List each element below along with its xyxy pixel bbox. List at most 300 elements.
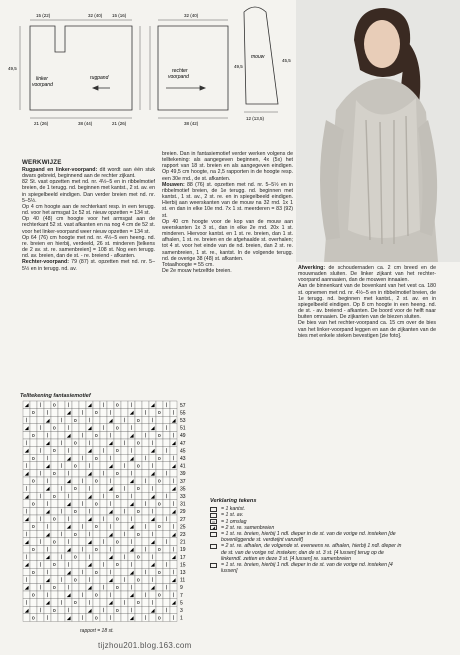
chart-symbol: o	[157, 524, 161, 531]
chart-cell	[30, 439, 37, 447]
chart-symbol: o	[136, 440, 140, 447]
chart-cell	[135, 591, 142, 599]
chart-cell	[23, 568, 30, 576]
chart-symbol: o	[94, 592, 98, 599]
chart-cell	[93, 447, 100, 455]
back-height-label: 49,5	[8, 66, 17, 71]
chart-cell	[163, 409, 170, 417]
chart-symbol: ◢	[66, 569, 71, 576]
chart-cell	[128, 416, 135, 424]
chart-symbol: ◢	[171, 531, 176, 538]
chart-cell	[142, 401, 149, 409]
paragraph-text: De bies van het rechter-voorpand ca. 15 cm over de bies van het linker-voorpand leggen en aan de zijkanten van de bies met enkele steken bevestigen [zie foto].	[298, 320, 436, 339]
chart-cell	[163, 454, 170, 462]
chart-cell	[107, 561, 114, 569]
chart-row-label: 57	[180, 402, 186, 409]
chart-cell	[93, 530, 100, 538]
legend-item	[210, 562, 405, 574]
paragraph-text: dit wordt aan één stuk dwars gebreid, beginnend aan de rechter zijkant.	[22, 167, 155, 180]
chart-cell	[100, 553, 107, 561]
chart-cell	[114, 462, 121, 470]
chart-cell	[107, 515, 114, 523]
chart-cell	[86, 500, 93, 508]
col2-paragraph	[162, 151, 293, 182]
chart-symbol: ◢	[171, 417, 176, 424]
chart-cell	[93, 583, 100, 591]
chart-cell	[23, 431, 30, 439]
chart-cell	[163, 485, 170, 493]
chart-cell	[128, 485, 135, 493]
col1-paragraph	[22, 235, 155, 260]
chart-symbol: ◢	[24, 448, 29, 455]
chart-cell	[58, 591, 65, 599]
chart-cell	[163, 553, 170, 561]
chart-cell	[163, 568, 170, 576]
chart-cell	[142, 469, 149, 477]
chart-cell	[37, 599, 44, 607]
chart-cell	[44, 606, 51, 614]
chart-cell	[93, 576, 100, 584]
chart-symbol: ◢	[87, 585, 92, 591]
chart-symbol: o	[94, 501, 98, 508]
chart-cell	[121, 606, 128, 614]
chart-cell	[23, 591, 30, 599]
chart-cell	[156, 416, 163, 424]
chart-cell	[121, 583, 128, 591]
back-top-label-1: 15 (22)	[36, 13, 51, 18]
chart-cell	[72, 500, 79, 508]
chart-symbol: ◢	[150, 516, 155, 523]
chart-cell	[93, 469, 100, 477]
chart-cell	[51, 462, 58, 470]
chart-symbol: o	[115, 493, 119, 500]
chart-cell	[72, 477, 79, 485]
chart-cell	[51, 454, 58, 462]
chart-row-label: 15	[180, 562, 186, 569]
chart-symbol: ◢	[45, 509, 50, 515]
paragraph-text: De 2e mouw hetzelfde breien.	[162, 267, 232, 274]
paragraph-lead: Afwerking:	[298, 265, 326, 271]
chart-cell	[58, 561, 65, 569]
legend-text: = 1 kantst.	[221, 506, 246, 513]
chart-cell	[65, 439, 72, 447]
chart-cell	[128, 576, 135, 584]
chart-cell	[93, 507, 100, 515]
chart-cell	[149, 614, 156, 622]
chart-row-label: 39	[180, 471, 186, 478]
chart-cell	[121, 500, 128, 508]
chart-symbol: ◢	[129, 569, 134, 576]
chart-symbol: o	[73, 531, 77, 538]
chart-symbol: ◢	[87, 562, 92, 569]
chart-cell	[79, 447, 86, 455]
col2-paragraph	[162, 268, 293, 274]
chart-row-label: 41	[180, 463, 186, 470]
chart-symbol: ◢	[108, 531, 113, 538]
text-column-1	[22, 167, 155, 272]
chart-cell	[30, 530, 37, 538]
chart-symbol: ◢	[150, 585, 155, 591]
chart-row-label: 1	[180, 615, 183, 622]
chart-symbol: ◢	[66, 592, 71, 599]
chart-title: Telltekening fantasiemotief	[20, 393, 91, 399]
chart-row-label: 43	[180, 456, 186, 462]
chart-cell	[65, 416, 72, 424]
chart-symbol: o	[31, 410, 35, 417]
chart-row-label: 37	[180, 478, 186, 485]
chart-cell	[156, 561, 163, 569]
chart-cell	[107, 401, 114, 409]
chart-cell	[156, 576, 163, 584]
front-label	[168, 68, 189, 80]
chart-cell	[156, 583, 163, 591]
chart-cell	[142, 492, 149, 500]
chart-cell	[163, 416, 170, 424]
chart-cell	[86, 477, 93, 485]
paragraph-lead: Mouwen:	[162, 181, 185, 188]
chart-cell	[142, 583, 149, 591]
chart-cell	[37, 568, 44, 576]
chart-symbol: o	[52, 562, 56, 569]
chart-row-label: 53	[180, 418, 186, 424]
chart-cell	[142, 561, 149, 569]
chart-cell	[135, 477, 142, 485]
chart-cell	[30, 507, 37, 515]
chart-cell	[114, 507, 121, 515]
chart-cell	[121, 431, 128, 439]
front-label-2: voorpand	[168, 74, 189, 80]
chart-cell	[149, 591, 156, 599]
chart-cell	[30, 561, 37, 569]
paragraph-lead: Rugpand en linker-voorpand:	[22, 167, 98, 173]
chart-symbol: o	[115, 471, 119, 477]
chart-cell	[93, 606, 100, 614]
schematic-diagrams	[0, 0, 295, 150]
chart-cell	[37, 545, 44, 553]
text-column-3	[298, 265, 436, 339]
chart-cell	[142, 576, 149, 584]
chart-cell	[128, 439, 135, 447]
chart-symbol: ◢	[66, 455, 71, 462]
chart-symbol: o	[52, 539, 56, 546]
legend-symbol-icon	[210, 563, 217, 568]
chart-row-label: 27	[180, 516, 186, 523]
chart-cell	[51, 599, 58, 607]
chart-cell	[121, 545, 128, 553]
chart-symbol: ◢	[87, 402, 92, 409]
chart-cell	[72, 545, 79, 553]
chart-cell	[121, 469, 128, 477]
chart-cell	[135, 401, 142, 409]
legend-text: = 1 st. re. breien, hierbij 1 ndl. dieper in de st. van de vorige nd. insteken [de bovenliggende st. verdwijnt vanzelf]	[221, 531, 396, 544]
chart-cell	[121, 401, 128, 409]
chart-cell	[72, 447, 79, 455]
chart-cell	[23, 477, 30, 485]
chart-symbol: ◢	[150, 607, 155, 614]
chart-cell	[100, 500, 107, 508]
chart-cell	[37, 439, 44, 447]
chart-cell	[114, 599, 121, 607]
back-label-right: rugpand	[90, 75, 109, 81]
legend-heading: Verklaring tekens	[210, 498, 257, 504]
col1-paragraph	[22, 179, 155, 204]
back-label-left	[32, 76, 53, 88]
chart-cell	[163, 500, 170, 508]
chart-symbol: ◢	[66, 501, 71, 508]
chart-cell	[37, 614, 44, 622]
chart-symbol: ◢	[66, 433, 71, 439]
chart-row-label: 29	[180, 509, 186, 516]
chart-symbol: ◢	[45, 531, 50, 538]
chart-cell	[72, 401, 79, 409]
paragraph-text: 82 St. vast opzetten met nd. nr. 4½–5 en in ribbelmotief breien, de 1 terugg. nd. beginnen met kantst., 2 st. av. en in spiegelbeeld eindigen. Dan verder breien met nd. nr. 5–5½.	[22, 179, 155, 204]
chart-cell	[44, 424, 51, 432]
chart-symbol: o	[136, 463, 140, 470]
chart-cell	[51, 439, 58, 447]
chart-cell	[37, 485, 44, 493]
chart-symbol: ◢	[129, 592, 134, 599]
chart-cell	[79, 515, 86, 523]
chart-cell	[100, 599, 107, 607]
chart-cell	[37, 462, 44, 470]
chart-cell	[100, 462, 107, 470]
chart-cell	[30, 492, 37, 500]
chart-cell	[149, 523, 156, 531]
chart-cell	[30, 447, 37, 455]
watermark: tijzhou201.blog.163.com	[98, 641, 192, 650]
chart-symbol: o	[115, 562, 119, 569]
chart-cell	[51, 477, 58, 485]
chart-cell	[100, 576, 107, 584]
chart-cell	[170, 561, 177, 569]
chart-symbol: o	[115, 516, 119, 523]
chart-cell	[100, 416, 107, 424]
col1-paragraph	[22, 216, 155, 234]
chart-cell	[135, 523, 142, 531]
chart-cell	[114, 500, 121, 508]
chart-cell	[100, 409, 107, 417]
chart-cell	[44, 469, 51, 477]
chart-cell	[44, 583, 51, 591]
chart-cell	[37, 500, 44, 508]
col1-paragraph	[22, 259, 155, 271]
chart-symbol: o	[136, 600, 140, 607]
chart-symbol: ◢	[24, 471, 29, 477]
chart-cell	[121, 515, 128, 523]
chart-cell	[58, 424, 65, 432]
chart-symbol: o	[52, 402, 56, 409]
chart-cell	[30, 576, 37, 584]
legend-text: = 2 st. re. afhalen, de volgende st. eveneens re. afhalen, hierbij 1 ndl. dieper in de st. van de vorige nd. insteken; dan de st. 3 st. [4 lussen] terug op de linkerndl. zetten en deze 3 st. [4 lussen] re. samenbreien	[221, 543, 402, 562]
chart-cell	[79, 424, 86, 432]
chart-symbol: o	[73, 600, 77, 607]
chart-cell	[142, 485, 149, 493]
chart-cell	[163, 614, 170, 622]
chart-symbol: o	[31, 433, 35, 439]
chart-cell	[58, 492, 65, 500]
chart-cell	[79, 439, 86, 447]
chart-symbol: o	[73, 509, 77, 515]
paragraph-text: Aan de binnenkant van de bovenkant van het vest ca. 180 st. opnemen met nd. nr. 4½–5 en in ribbelmotief breien, de 1e terugg. nd. beginnen met kantst., 2 st. av. en in spiegelbeeld eindigen. Op 8 cm hoogte in een heeng. nd. de st. - av. breiend - afkanten. De boord voor de helft naar buiten omnaaien. De zijkanten van de biezen sluiten.	[298, 283, 436, 321]
chart-cell	[135, 561, 142, 569]
chart-cell	[100, 568, 107, 576]
chart-cell	[58, 431, 65, 439]
chart-symbol: ◢	[45, 577, 50, 584]
paragraph-text: breien. Dan in fantasiemotief verder werken volgens de telltekening: als aangegeven beginnen, 4x (5x) het rapport van 18 st. breien en als aangegeven eindigen. Op 49,5 cm hoogte, na 2,5 rapporten in de hoogte resp. een 30e rnd., de st. afkanten.	[162, 151, 293, 182]
chart-cell	[51, 568, 58, 576]
chart-cell	[72, 523, 79, 531]
chart-cell	[142, 424, 149, 432]
chart-cell	[107, 424, 114, 432]
chart-symbol: o	[136, 531, 140, 538]
chart-symbol: o	[94, 455, 98, 462]
col2-paragraph	[162, 182, 293, 219]
chart-row-label: 31	[180, 501, 186, 508]
chart-cell	[114, 530, 121, 538]
chart-cell	[65, 507, 72, 515]
legend-symbol-icon	[210, 532, 217, 537]
chart-cell	[114, 576, 121, 584]
chart-symbol: ◢	[129, 615, 134, 622]
chart-cell	[72, 424, 79, 432]
back-top-label-3: 15 (16)	[112, 13, 127, 18]
chart-row-label: 21	[180, 539, 186, 546]
chart-cell	[121, 447, 128, 455]
chart-cell	[51, 553, 58, 561]
chart-symbol: o	[136, 554, 140, 561]
chart-cell	[156, 515, 163, 523]
chart-symbol: ◢	[108, 486, 113, 493]
chart-cell	[149, 409, 156, 417]
chart-symbol: ◢	[171, 600, 176, 607]
chart-row-label: 33	[180, 494, 186, 500]
chart-symbol: ◢	[24, 516, 29, 523]
chart-cell	[79, 462, 86, 470]
chart-cell	[156, 492, 163, 500]
chart-cell	[163, 477, 170, 485]
chart-cell	[72, 561, 79, 569]
chart-cell	[30, 485, 37, 493]
chart-grid	[23, 401, 177, 621]
chart-symbol: o	[73, 577, 77, 584]
chart-symbol: ◢	[129, 410, 134, 417]
chart-symbol: o	[136, 417, 140, 424]
chart-cell	[135, 409, 142, 417]
chart-cell	[121, 492, 128, 500]
chart-cell	[86, 591, 93, 599]
chart-cell	[79, 401, 86, 409]
chart-symbol: ◢	[24, 425, 29, 432]
chart-cell	[149, 500, 156, 508]
chart-row-label: 5	[180, 600, 183, 607]
chart-cell	[51, 485, 58, 493]
chart-cell	[72, 469, 79, 477]
chart-symbol: ◢	[108, 554, 113, 561]
chart-symbol: ◢	[150, 562, 155, 569]
chart-cell	[58, 500, 65, 508]
chart-row-label: 7	[180, 592, 183, 599]
chart-cell	[100, 530, 107, 538]
chart-cell	[135, 538, 142, 546]
chart-cell	[93, 424, 100, 432]
chart-cell	[93, 599, 100, 607]
chart-cell	[149, 545, 156, 553]
chart-symbol: o	[73, 463, 77, 470]
chart-cell	[156, 553, 163, 561]
chart-symbol: o	[157, 478, 161, 485]
chart-cell	[170, 583, 177, 591]
chart-cell	[163, 507, 170, 515]
back-label-left-1: linker	[36, 76, 48, 82]
chart-cell	[79, 561, 86, 569]
chart-cell	[37, 477, 44, 485]
chart-cell	[79, 416, 86, 424]
chart-cell	[170, 538, 177, 546]
sleeve-height-label: 45,5	[282, 58, 291, 63]
chart-cell	[86, 409, 93, 417]
chart-symbol: o	[31, 615, 35, 622]
chart-cell	[72, 515, 79, 523]
chart-symbol: o	[31, 524, 35, 531]
chart-cell	[114, 568, 121, 576]
front-top-label: 32 (40)	[184, 13, 199, 18]
chart-symbol: ◢	[66, 524, 71, 531]
chart-cell	[128, 507, 135, 515]
chart-symbol: ◢	[87, 448, 92, 455]
chart-symbol: ◢	[171, 440, 176, 447]
chart-symbol: o	[31, 569, 35, 576]
chart-symbol: ◢	[87, 516, 92, 523]
chart-cell	[135, 500, 142, 508]
chart-row-label: 11	[180, 577, 186, 584]
chart-row-label: 51	[180, 425, 186, 432]
chart-cell	[37, 530, 44, 538]
chart-row-label: 25	[180, 524, 186, 531]
chart-cell	[93, 561, 100, 569]
chart-cell	[156, 530, 163, 538]
chart-cell	[23, 614, 30, 622]
chart-cell	[135, 515, 142, 523]
chart-cell	[100, 485, 107, 493]
chart-cell	[79, 583, 86, 591]
legend-item	[210, 543, 405, 562]
chart-cell	[163, 439, 170, 447]
chart-symbol: o	[157, 569, 161, 576]
legend-text: = 1 st. av.	[221, 512, 244, 519]
chart-cell	[58, 447, 65, 455]
chart-cell	[114, 439, 121, 447]
legend-text: = 1 omslag	[221, 518, 247, 525]
chart-cell	[79, 576, 86, 584]
chart-symbol: ◢	[87, 493, 92, 500]
chart-row-label: 9	[180, 585, 183, 592]
chart-symbol: ◢	[24, 585, 29, 591]
chart-symbol: o	[115, 402, 119, 409]
chart-symbol: ◢	[24, 493, 29, 500]
chart-symbol: o	[73, 554, 77, 561]
chart-symbol: ◢	[108, 509, 113, 515]
chart-cell	[156, 538, 163, 546]
chart-cell	[142, 553, 149, 561]
chart-cell	[72, 431, 79, 439]
chart-cell	[149, 431, 156, 439]
chart-symbol: ◢	[45, 463, 50, 470]
chart-symbol: o	[157, 547, 161, 553]
chart-cell	[100, 523, 107, 531]
chart-symbol: ◢	[45, 554, 50, 561]
chart-cell	[135, 424, 142, 432]
chart-symbol: ◢	[129, 433, 134, 439]
